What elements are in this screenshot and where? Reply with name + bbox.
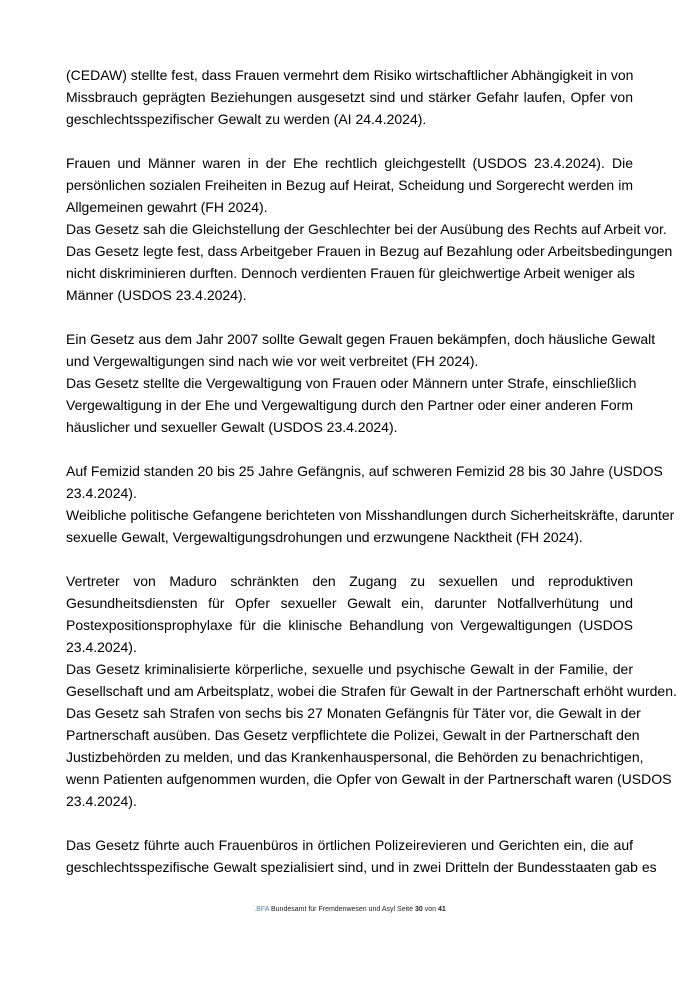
paragraph (66, 64, 633, 130)
text-line: Partnerschaft ausüben. Das Gesetz verpflichtete die Polizei, Gewalt in der Partnerschaft den (66, 727, 640, 743)
text-line: 23.4.2024). (66, 639, 137, 655)
text-line: persönlichen sozialen Freiheiten in Bezug auf Heirat, Scheidung und Sorgerecht werden im (66, 177, 633, 193)
text-line: Das Gesetz kriminalisierte körperliche, sexuelle und psychische Gewalt in der Familie, der (66, 661, 633, 677)
paragraph (66, 372, 637, 438)
paragraph-group (66, 460, 675, 548)
text-line: Das Gesetz sah Strafen von sechs bis 27 Monaten Gefängnis für Täter vor, die Gewalt in der (66, 705, 641, 721)
page-number: 30 (414, 906, 423, 913)
paragraph (66, 218, 673, 306)
paragraph-group (66, 570, 677, 812)
paragraph-group (66, 834, 657, 878)
paragraph (66, 570, 633, 658)
text-line: (CEDAW) stellte fest, dass Frauen vermehrt dem Risiko wirtschaftlicher Abhängigkeit in von (66, 67, 634, 83)
text-line: Justizbehörden zu melden, und das Krankenhauspersonal, die Behörden zu benachrichtigen, (66, 749, 644, 765)
paragraph (66, 504, 675, 548)
document-body (66, 64, 677, 900)
page-total: 41 (437, 906, 446, 913)
text-line: wenn Patienten aufgenommen wurden, die Opfer von Gewalt in der Partnerschaft waren (USDOS (66, 771, 672, 787)
text-line: geschlechtsspezifische Gewalt spezialisiert sind, und in zwei Dritteln der Bundesstaaten gab es (66, 859, 657, 875)
text-line: Vergewaltigung in der Ehe und Vergewaltigung durch den Partner oder einer anderen Form (66, 397, 633, 413)
text-line: Postexpositionsprophylaxe für die klinische Behandlung von Vergewaltigungen (USDOS (66, 617, 633, 633)
text-line: Ein Gesetz aus dem Jahr 2007 sollte Gewalt gegen Frauen bekämpfen, doch häusliche Gewalt (66, 331, 656, 347)
text-line: und Vergewaltigungen sind nach wie vor weit verbreitet (FH 2024). (66, 353, 479, 369)
text-line: nicht diskriminieren durften. Dennoch verdienten Frauen für gleichwertige Arbeit weniger als (66, 265, 635, 281)
page-footer (0, 906, 700, 913)
paragraph-group (66, 152, 673, 306)
text-line: Missbrauch geprägten Beziehungen ausgesetzt sind und stärker Gefahr laufen, Opfer von (66, 89, 633, 105)
paragraph-group (66, 64, 633, 130)
text-line: Das Gesetz sah die Gleichstellung der Geschlechter bei der Ausübung des Rechts auf Arbeit vor. (66, 221, 667, 237)
text-line: Auf Femizid standen 20 bis 25 Jahre Gefängnis, auf schweren Femizid 28 bis 30 Jahre (USDOS (66, 463, 663, 479)
text-line: Männer (USDOS 23.4.2024). (66, 287, 247, 303)
paragraph (66, 658, 677, 812)
paragraph (66, 152, 633, 218)
paragraph (66, 328, 656, 372)
text-line: Vertreter von Maduro schränkten den Zugang zu sexuellen und reproduktiven (66, 573, 633, 589)
text-line: Gesellschaft und am Arbeitsplatz, wobei die Strafen für Gewalt in der Partnerschaft erhöht wurden. (66, 683, 677, 699)
text-line: Frauen und Männer waren in der Ehe rechtlich gleichgestellt (USDOS 23.4.2024). Die (66, 155, 633, 171)
paragraph-group (66, 328, 656, 438)
text-line: Das Gesetz stellte die Vergewaltigung von Frauen oder Männern unter Strafe, einschließlich (66, 375, 637, 391)
text-line: geschlechtsspezifischer Gewalt zu werden (AI 24.4.2024). (66, 111, 427, 127)
text-line: sexuelle Gewalt, Vergewaltigungsdrohungen und erzwungene Nacktheit (FH 2024). (66, 529, 583, 545)
text-line: 23.4.2024). (66, 793, 137, 809)
footer-org: Bundesamt für Fremdenwesen und Asyl Seite (269, 906, 415, 913)
text-line: Gesundheitsdiensten für Opfer sexueller Gewalt ein, darunter Notfallverhütung und (66, 595, 633, 611)
text-line: Weibliche politische Gefangene berichteten von Misshandlungen durch Sicherheitskräfte, darunter (66, 507, 675, 523)
text-line: Das Gesetz legte fest, dass Arbeitgeber Frauen in Bezug auf Bezahlung oder Arbeitsbedingungen (66, 243, 673, 259)
footer-of: von (422, 906, 438, 913)
text-line: Das Gesetz führte auch Frauenbüros in örtlichen Polizeirevieren und Gerichten ein, die auf (66, 837, 633, 853)
paragraph (66, 834, 657, 878)
bfa-logo: .BFA (254, 906, 270, 913)
paragraph (66, 460, 663, 504)
text-line: häuslicher und sexueller Gewalt (USDOS 23.4.2024). (66, 419, 398, 435)
text-line: Allgemeinen gewahrt (FH 2024). (66, 199, 268, 215)
text-line: 23.4.2024). (66, 485, 137, 501)
